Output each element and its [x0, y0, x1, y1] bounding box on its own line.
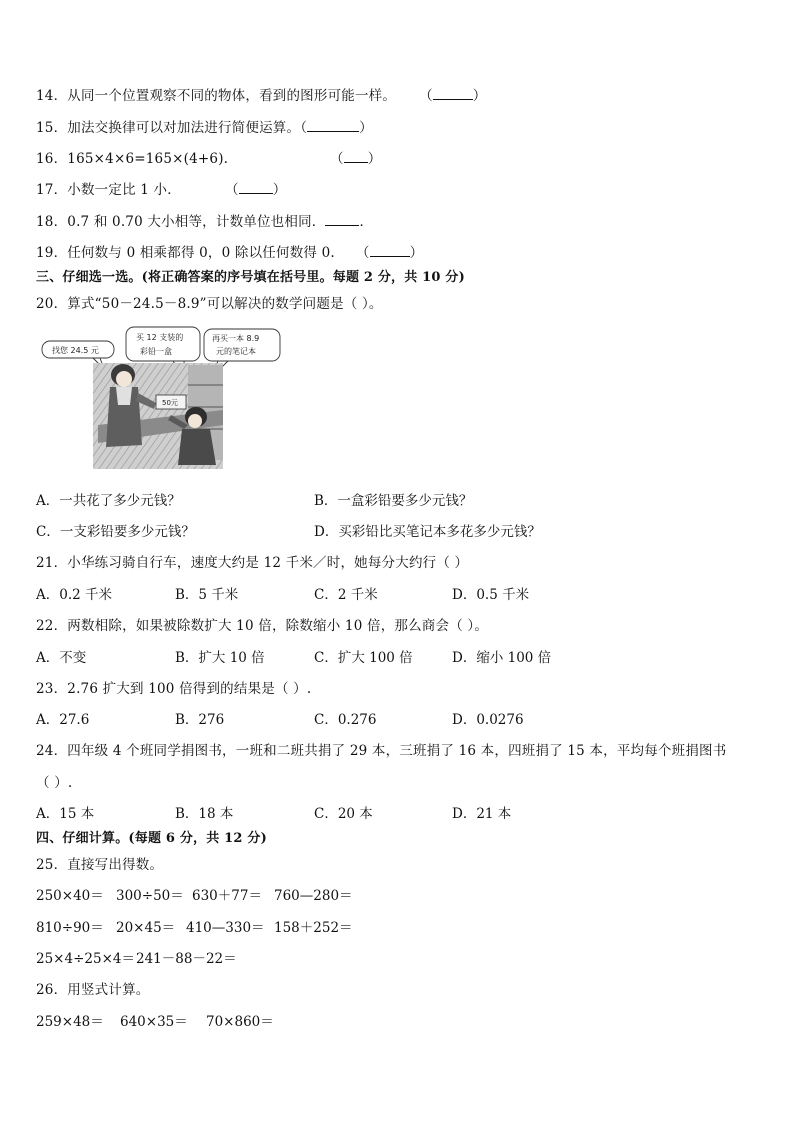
question-text: 17．小数一定比 1 小． — [36, 182, 181, 198]
money-note — [156, 395, 186, 409]
q22-option-b[interactable]: B．扩大 10 倍 — [175, 650, 265, 666]
section-3-heading: 三、仔细选一选。(将正确答案的序号填在括号里。每题 2 分，共 10 分) — [36, 270, 465, 285]
answer-paren-close: ） — [272, 182, 287, 198]
calc-item: 158＋252＝ — [274, 920, 353, 936]
q23-option-d[interactable]: D．0.0276 — [452, 712, 524, 728]
shopping-illustration — [38, 325, 283, 470]
question-text: 18．0.7 和 0.70 大小相等，计数单位也相同． — [36, 214, 326, 230]
answer-paren-group — [330, 147, 381, 167]
calc-item: 760—280＝ — [274, 888, 353, 904]
question-14 — [36, 84, 486, 104]
question-17 — [36, 178, 287, 198]
answer-blank[interactable] — [433, 87, 473, 100]
q22-option-d[interactable]: D．缩小 100 倍 — [452, 650, 552, 666]
calc-item: 630＋77＝ — [192, 888, 262, 904]
calc-item: 250×40＝ — [36, 888, 104, 904]
q21-option-c[interactable]: C．2 千米 — [314, 587, 378, 603]
question-26-stem: 26．用竖式计算。 — [36, 982, 150, 998]
q20-option-c[interactable]: C．一支彩铅要多少元钱？ — [36, 524, 195, 540]
q23-option-a[interactable]: A．27.6 — [36, 712, 90, 728]
answer-blank[interactable] — [370, 244, 410, 257]
question-23-stem: 23．2.76 扩大到 100 倍得到的结果是（ ）. — [36, 681, 312, 697]
calc-item: 259×48＝ — [36, 1014, 104, 1030]
question-text: 19．任何数与 0 相乘都得 0，0 除以任何数得 0. — [36, 245, 335, 261]
answer-blank[interactable] — [344, 150, 368, 163]
question-18 — [36, 210, 373, 230]
question-text: 15．加法交换律可以对加法进行简便运算。 — [36, 120, 301, 136]
q22-option-c[interactable]: C．扩大 100 倍 — [314, 650, 413, 666]
q24-option-b[interactable]: B．18 本 — [175, 806, 234, 822]
answer-paren-open: （ — [355, 245, 370, 261]
calc-item: 410—330＝ — [186, 920, 265, 936]
answer-paren-close: ） — [409, 245, 424, 261]
q20-option-b[interactable]: B．一盒彩铅要多少元钱？ — [314, 493, 473, 509]
calc-item: 241－88－22＝ — [136, 951, 237, 967]
bubble-text: 元的笔记本 — [216, 347, 256, 356]
calc-item: 25×4÷25×4＝ — [36, 951, 135, 967]
q21-option-d[interactable]: D．0.5 千米 — [452, 587, 530, 603]
calc-item: 300÷50＝ — [116, 888, 184, 904]
q23-option-c[interactable]: C．0.276 — [314, 712, 377, 728]
question-24-stem-cont: （ ）. — [36, 775, 73, 791]
question-22-stem: 22．两数相除，如果被除数扩大 10 倍，除数缩小 10 倍，那么商会（ ）。 — [36, 618, 489, 634]
calc-item: 640×35＝ — [120, 1014, 188, 1030]
answer-paren-open: （ — [300, 120, 308, 136]
q24-option-c[interactable]: C．20 本 — [314, 806, 373, 822]
answer-blank[interactable] — [307, 119, 359, 132]
answer-blank[interactable] — [239, 181, 273, 194]
answer-paren-open: （ — [330, 151, 344, 167]
answer-paren-group — [225, 178, 286, 198]
q23-option-b[interactable]: B．276 — [175, 712, 225, 728]
question-text: 14．从同一个位置观察不同的物体，看到的图形可能一样。 — [36, 88, 397, 104]
question-16 — [36, 147, 382, 167]
question-text: 16．165×4×6=165×(4+6). — [36, 151, 229, 167]
answer-paren-close: ） — [359, 120, 373, 136]
q22-option-a[interactable]: A．不变 — [36, 650, 87, 666]
calc-item: 20×45＝ — [116, 920, 176, 936]
answer-paren-close: ） — [472, 88, 487, 104]
calc-item: 70×860＝ — [206, 1014, 274, 1030]
bubble-text: 找您 24.5 元 — [52, 346, 99, 355]
bubble-text: 再买一本 8.9 — [212, 334, 260, 343]
q24-option-a[interactable]: A．15 本 — [36, 806, 95, 822]
answer-paren-open: （ — [419, 88, 433, 104]
answer-paren-close: ） — [367, 151, 382, 167]
question-19 — [36, 241, 423, 261]
q20-option-d[interactable]: D．买彩铅比买笔记本多花多少元钱？ — [314, 524, 541, 540]
q24-option-d[interactable]: D．21 本 — [452, 806, 512, 822]
q21-option-a[interactable]: A．0.2 千米 — [36, 587, 113, 603]
q20-option-a[interactable]: A．一共花了多少元钱？ — [36, 493, 181, 509]
svg-text:50元: 50元 — [162, 399, 178, 407]
question-21-stem: 21．小华练习骑自行车，速度大约是 12 千米／时，她每分大约行（ ） — [36, 555, 469, 571]
answer-paren-open: （ — [225, 182, 239, 198]
bubble-text: 买 12 支装的 — [136, 333, 184, 342]
question-20-stem: 20．算式“50－24.5－8.9”可以解决的数学问题是（ ）。 — [36, 296, 383, 312]
q21-option-b[interactable]: B．5 千米 — [175, 587, 239, 603]
bubble-text: 彩铅一盒 — [140, 347, 172, 356]
question-tail: ． — [359, 214, 374, 230]
calc-item: 810÷90＝ — [36, 920, 104, 936]
question-25-stem: 25．直接写出得数。 — [36, 857, 164, 873]
answer-blank[interactable] — [325, 213, 359, 226]
section-4-heading: 四、仔细计算。(每题 6 分，共 12 分) — [36, 831, 267, 846]
question-24-stem: 24．四年级 4 个班同学捐图书，一班和二班共捐了 29 本，三班捐了 16 本，四班捐了 15 本，平均每个班捐图书 — [36, 743, 727, 759]
question-15 — [36, 116, 373, 136]
